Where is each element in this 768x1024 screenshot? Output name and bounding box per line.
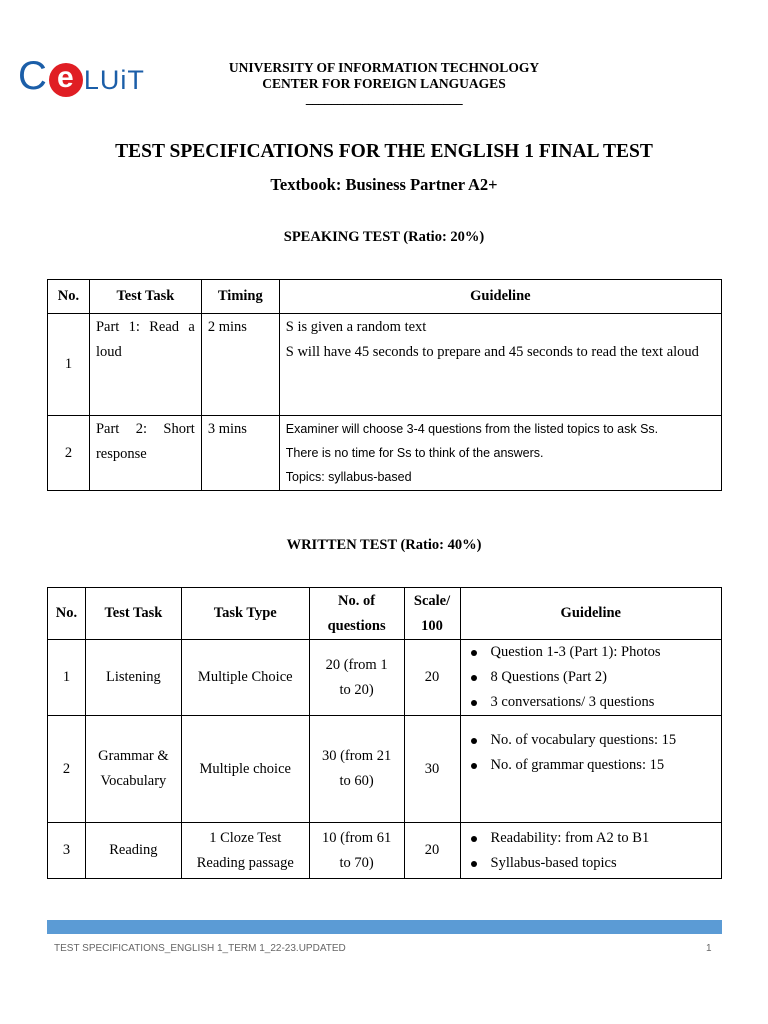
logo-luit: LUiT bbox=[83, 65, 145, 95]
table-header-row bbox=[48, 588, 722, 640]
column-header: Test Task bbox=[89, 280, 201, 314]
column-header: Scale/ 100 bbox=[404, 588, 460, 640]
guideline-cell bbox=[460, 640, 721, 716]
table-header-row bbox=[48, 280, 722, 314]
table-row bbox=[48, 314, 722, 416]
page-number: 1 bbox=[706, 943, 712, 954]
guideline-bullet: Syllabus-based topics bbox=[491, 851, 717, 876]
test-task-cell: Grammar & Vocabulary bbox=[85, 716, 181, 823]
guideline-bullet: No. of grammar questions: 15 bbox=[491, 753, 717, 778]
university-name: UNIVERSITY OF INFORMATION TECHNOLOGY bbox=[228, 60, 540, 75]
column-header: Test Task bbox=[85, 588, 181, 640]
guideline-bullet: 8 Questions (Part 2) bbox=[491, 665, 717, 690]
timing-cell: 2 mins bbox=[201, 314, 279, 416]
column-header: Timing bbox=[201, 280, 279, 314]
guideline-cell bbox=[460, 823, 721, 879]
textbook-line: Textbook: Business Partner A2+ bbox=[270, 175, 498, 194]
logo-letter-c: C bbox=[18, 54, 48, 98]
row-number: 1 bbox=[48, 640, 86, 716]
guideline-bullet: Question 1-3 (Part 1): Photos bbox=[491, 640, 717, 665]
test-task-cell: Part 1: Read a loud bbox=[89, 314, 201, 416]
guideline-line: Topics: syllabus-based bbox=[285, 470, 412, 484]
test-task-cell: Reading bbox=[85, 823, 181, 879]
table-row bbox=[48, 716, 722, 823]
guideline-bullet: No. of vocabulary questions: 15 bbox=[491, 728, 717, 753]
task-type-cell: Multiple choice bbox=[181, 716, 309, 823]
test-task-cell: Part 2: Short response bbox=[89, 416, 201, 491]
column-header: Task Type bbox=[181, 588, 309, 640]
column-header: Guideline bbox=[279, 280, 721, 314]
table-row bbox=[48, 640, 722, 716]
written-test-heading: WRITTEN TEST (Ratio: 40%) bbox=[286, 537, 482, 553]
footer-text: TEST SPECIFICATIONS_ENGLISH 1_TERM 1_22-23.UPDATED bbox=[54, 943, 346, 954]
header-rule: _________________________ bbox=[305, 91, 463, 106]
guideline-cell bbox=[279, 416, 721, 491]
timing-cell: 3 mins bbox=[201, 416, 279, 491]
column-header: Guideline bbox=[460, 588, 721, 640]
row-number: 2 bbox=[48, 716, 86, 823]
footer-bar bbox=[47, 920, 722, 934]
guideline-bullet: 3 conversations/ 3 questions bbox=[491, 690, 717, 715]
questions-cell: 10 (from 61 to 70) bbox=[309, 823, 404, 879]
column-header: No. bbox=[48, 588, 86, 640]
scale-cell: 30 bbox=[404, 716, 460, 823]
test-task-cell: Listening bbox=[85, 640, 181, 716]
scale-cell: 20 bbox=[404, 640, 460, 716]
guideline-bullet: Readability: from A2 to B1 bbox=[491, 826, 717, 851]
column-header: No. bbox=[48, 280, 90, 314]
task-type-cell: 1 Cloze Test Reading passage bbox=[181, 823, 309, 879]
row-number: 1 bbox=[48, 314, 90, 416]
guideline-cell bbox=[460, 716, 721, 823]
scale-cell: 20 bbox=[404, 823, 460, 879]
table-row bbox=[48, 416, 722, 491]
guideline-line: S is given a random text bbox=[285, 319, 427, 335]
questions-cell: 20 (from 1 to 20) bbox=[309, 640, 404, 716]
guideline-line: Examiner will choose 3-4 questions from the listed topics to ask Ss. bbox=[285, 422, 659, 436]
row-number: 2 bbox=[48, 416, 90, 491]
row-number: 3 bbox=[48, 823, 86, 879]
table-row bbox=[48, 823, 722, 879]
speaking-test-table bbox=[47, 279, 722, 491]
guideline-line: S will have 45 seconds to prepare and 45 seconds to read the text aloud bbox=[285, 344, 699, 360]
written-test-table bbox=[47, 587, 722, 879]
questions-cell: 30 (from 21 to 60) bbox=[309, 716, 404, 823]
speaking-test-heading: SPEAKING TEST (Ratio: 20%) bbox=[283, 229, 485, 245]
guideline-cell bbox=[279, 314, 721, 416]
column-header: No. of questions bbox=[309, 588, 404, 640]
guideline-line: There is no time for Ss to think of the answers. bbox=[285, 446, 544, 460]
task-type-cell: Multiple Choice bbox=[181, 640, 309, 716]
center-name: CENTER FOR FOREIGN LANGUAGES bbox=[262, 76, 506, 91]
logo-e-badge: e bbox=[49, 63, 83, 97]
document-title: TEST SPECIFICATIONS FOR THE ENGLISH 1 FINAL TEST bbox=[115, 141, 653, 162]
